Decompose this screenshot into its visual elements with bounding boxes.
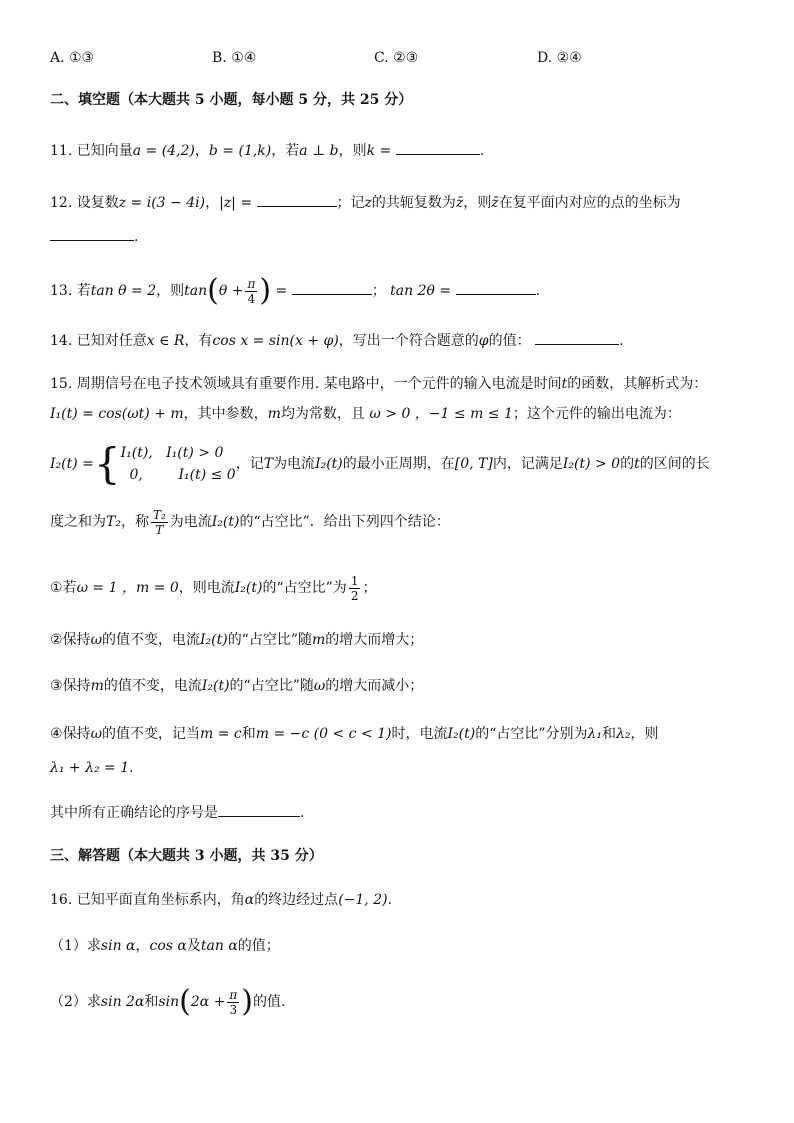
q15-text-record: ，记 [235,456,264,472]
q12-modulus: |z| = [219,195,253,211]
q15-conclusion-4 [50,724,659,744]
q15-var-t-2: t [634,456,640,472]
c2-var-i2: I₂(t) [199,632,228,648]
q13-text-2: ，则 [156,283,185,299]
q11-answer-blank[interactable] [396,140,480,155]
q13-theta-plus: θ + [218,283,244,299]
q16-number: 16. [50,892,73,908]
option-d: D. ②④ [537,50,582,66]
q13-text: 若 [76,283,91,299]
q15-conclusion-2 [50,630,423,650]
q16-part-2: （2）求sin 2α和sin(2α + $\frac{\pi}{3}$ )的值. [50,984,286,1019]
c3-var-omega: ω [313,678,326,694]
c1-text: 若 [62,580,77,596]
q12-text-2: ；记 [336,195,365,211]
q15-conclusion-4-line-2 [50,758,134,778]
q13-number: 13. [50,283,73,299]
q15-output-lhs: I₂(t) = [50,456,94,472]
c1-frac-num: 1 [350,573,359,588]
conclusion-2-marker: ② [50,632,63,648]
q15-var-i2: I₂(t) [315,456,343,472]
q15-var-t: t [561,376,568,392]
c1-end: ； [362,580,377,596]
question-11 [50,140,484,161]
q14-var-phi: φ [478,333,489,349]
q15-text-call: ，称 [120,514,149,530]
q11-number: 11. [50,143,73,159]
q15-text-of: 的 [620,456,635,472]
question-12-line-2 [50,226,138,247]
q13-frac-num: π [247,276,256,291]
q14-number: 14. [50,333,73,349]
q11-text-2: ，若 [271,143,300,159]
q16-p2-sin2a: sin 2α [100,994,145,1010]
q15-intro: 周期信号在电子技术领域具有重要作用. 某电路中，一个元件的输入电流是时间 [76,376,562,392]
q14-domain: x ∈ R [146,333,185,349]
question-15-line-4 [50,504,450,540]
q12-text-3: 的共轭复数为 [371,195,456,211]
q12-sep: ， [205,195,220,211]
conclusion-4-marker: ④ [50,726,63,742]
q16-p2-and: 和 [144,994,159,1010]
q16-p1-tan: tan α [200,938,238,954]
c4-and-2: 和 [602,726,617,742]
q15-final-end: . [300,805,305,821]
q15-text-current: 为电流 [169,514,212,530]
q15-positive-condition: I₂(t) > 0 [562,456,621,472]
c4-expr-2: m = −c (0 < c < 1) [255,726,392,742]
q13-tan2theta: tan 2θ = [390,283,452,299]
c2-var-m: m [312,632,326,648]
c3-text: 保持 [62,678,91,694]
q13-condition: tan θ = 2 [90,283,157,299]
q12-var-zbar-2: z̄ [491,195,499,211]
q16-p1-sin: sin α [100,938,136,954]
q13-answer-blank-2[interactable] [456,280,536,295]
q16-p2-end: 的值. [252,994,286,1010]
q15-var-i2-2: I₂(t) [211,514,240,530]
c1-var-i2: I₂(t) [234,580,263,596]
q15-var-m: m [267,406,281,422]
q16-p2-sin: sin [158,994,180,1010]
q15-text-params: ，其中参数， [183,406,268,422]
q16-p2-frac-num: π [229,987,238,1002]
q15-final-text: 其中所有正确结论的序号是 [50,805,218,821]
q16-end: . [387,892,393,908]
q15-text-within: 内，记满足 [492,456,563,472]
q15-piece-2-cond: I₁(t) ≤ 0 [178,467,236,483]
c2-text-4: 的增大而增大； [325,632,424,648]
q16-p1-end: 的值； [237,938,280,954]
q14-text-3: ，写出一个符合题意的 [338,333,479,349]
q13-end: . [535,283,541,299]
q16-text: 已知平面直角坐标系内，角 [76,892,245,908]
q15-answer-blank[interactable] [218,802,300,817]
q15-piece-2-value: 0, [129,467,143,483]
c1-condition: ω = 1 ，m = 0 [76,580,179,596]
q15-intro-2: 的函数，其解析式为： [567,376,708,392]
q13-fraction [245,278,257,305]
q14-identity: cos x = sin(x + φ) [212,333,339,349]
c4-var-omega: ω [90,726,102,742]
q15-duty-fraction [151,509,168,536]
c1-text-3: 的“占空比”为 [262,580,347,596]
q13-answer-blank-1[interactable] [292,280,372,295]
c4-sum: λ₁ + λ₂ = 1 [50,760,130,776]
c4-and: 和 [241,726,256,742]
c3-text-3: 的“占空比”随 [229,678,314,694]
q16-p2-label: （2）求 [50,994,101,1010]
q12-text-5: 在复平面内对应的点的坐标为 [498,195,681,211]
option-a: A. ①③ [50,50,95,66]
question-14 [50,330,624,351]
q11-text: 已知向量 [76,143,133,159]
c2-var-omega: ω [90,632,102,648]
q15-text-constants: 均为常数，且 [280,406,365,422]
q16-p1-label: （1）求 [50,938,101,954]
q13-frac-den: 4 [247,291,256,306]
q12-answer-blank-1[interactable] [257,192,337,207]
question-12 [50,192,681,213]
q16-text-2: 的终边经过点 [254,892,339,908]
c4-text: 保持 [62,726,91,742]
question-13: 13. 若tan θ = 2，则tan(θ + $\frac{\pi}{4}$ ) = ； tan 2θ = . [50,273,541,308]
conclusion-1-marker: ① [50,580,63,596]
q11-perpendicular: a ⊥ b [299,143,339,159]
c4-end: . [129,760,134,776]
q15-input-current: I₁(t) = cos(ωt) + m [50,406,184,422]
q16-p1-and: 及 [186,938,201,954]
q15-param-conditions: ω > 0 ，−1 ≤ m ≤ 1 [369,406,513,422]
q14-text: 已知对任意 [76,333,147,349]
q12-var-zbar: z̄ [455,195,464,211]
q15-piece-1-cond: I₁(t) > 0 [166,445,224,461]
q11-var-k: k = [366,143,392,159]
q12-answer-blank-2[interactable] [50,226,134,241]
q11-vector-a: a = (4,2) [132,143,195,159]
q16-p2-inner: 2α + [190,994,226,1010]
q15-text-sum: 度之和为 [50,514,106,530]
q16-p1-cos: cos α [149,938,187,954]
q11-end: . [479,143,485,159]
c3-var-i2: I₂(t) [201,678,230,694]
q15-text-conclusions: 的“占空比”．给出下列四个结论： [239,514,450,530]
c4-expr-1: m = c [199,726,242,742]
q15-var-T2: T₂ [106,514,121,530]
q14-text-2: ，有 [184,333,213,349]
q13-tan: tan [184,283,208,299]
q15-conclusion-1 [50,570,376,606]
c2-text-2: 的值不变，电流 [101,632,200,648]
section-2-title: 二、填空题（本大题共 5 小题，每小题 5 分，共 25 分） [50,92,413,108]
c4-lambda-2: λ₂ [616,726,631,742]
q11-vector-b: b = (1,k) [208,143,272,159]
q11-text-3: ，则 [338,143,367,159]
q15-text-length: 的区间的长 [639,456,710,472]
q16-p1-sep: ， [135,938,150,954]
q12-text: 设复数 [76,195,119,211]
option-c: C. ②③ [374,50,419,66]
conclusion-3-marker: ③ [50,678,63,694]
q15-text-period: 为电流 [273,456,316,472]
q14-text-4: 的值： [488,333,531,349]
c1-frac-den: 2 [350,588,359,603]
q15-duty-den: T [155,522,164,537]
q16-point: (−1, 2) [338,892,388,908]
c1-text-2: ，则电流 [178,580,235,596]
q16-p2-fraction [227,989,239,1016]
section-3-title: 三、解答题（本大题共 3 小题，共 35 分） [50,848,323,864]
c2-text-3: 的“占空比”随 [227,632,313,648]
q15-text-output: ；这个元件的输出电流为： [512,406,681,422]
q16-var-alpha: α [244,892,255,908]
q12-text-4: ，则 [463,195,492,211]
q14-end: . [619,333,624,349]
c4-lambda-1: λ₁ [587,726,603,742]
c4-text-3: 时，电流 [391,726,448,742]
q16-p2-frac-den: 3 [229,1002,238,1017]
q15-conclusion-3 [50,676,423,696]
question-15-line-3: I₂(t) ={ I₁(t), I₁(t) > 0 0, I₁(t) ≤ 0 ，记T为电流I₂(t)的最小正周期，在[0, T]内，记满足I₂(t) > 0的t的区间的长 [50,439,710,488]
q12-var-z: z [364,195,372,211]
q16-part-1 [50,936,280,956]
c4-var-i2: I₂(t) [447,726,476,742]
q15-var-T: T [263,456,274,472]
q15-piece-1-value: I₁(t), [120,445,153,461]
q13-sep: ； [371,283,386,299]
q12-expr-z: z = i(3 − 4i) [118,195,206,211]
q15-piecewise [121,442,236,486]
question-15-line-1 [50,374,707,394]
option-b: B. ①④ [212,50,257,66]
q14-answer-blank[interactable] [535,330,619,345]
q15-interval: [0, T] [454,456,493,472]
c3-text-4: 的增大而减小； [325,678,424,694]
c1-fraction [349,575,361,602]
c2-text: 保持 [62,632,91,648]
question-16 [50,890,392,910]
q15-number: 15. [50,376,73,392]
q12-end: . [134,229,139,245]
q12-number: 12. [50,195,73,211]
q11-sep: ， [194,143,209,159]
c3-var-m: m [90,678,104,694]
q15-final-prompt [50,802,304,823]
q15-duty-num: T₂ [152,507,166,522]
c4-text-4: 的“占空比”分别为 [475,726,588,742]
c4-text-2: 的值不变，记当 [101,726,200,742]
c4-then: ，则 [630,726,659,742]
question-15-line-2 [50,404,681,424]
q15-text-period-2: 的最小正周期，在 [342,456,455,472]
c3-text-2: 的值不变，电流 [103,678,202,694]
q13-eq: = [275,283,288,299]
